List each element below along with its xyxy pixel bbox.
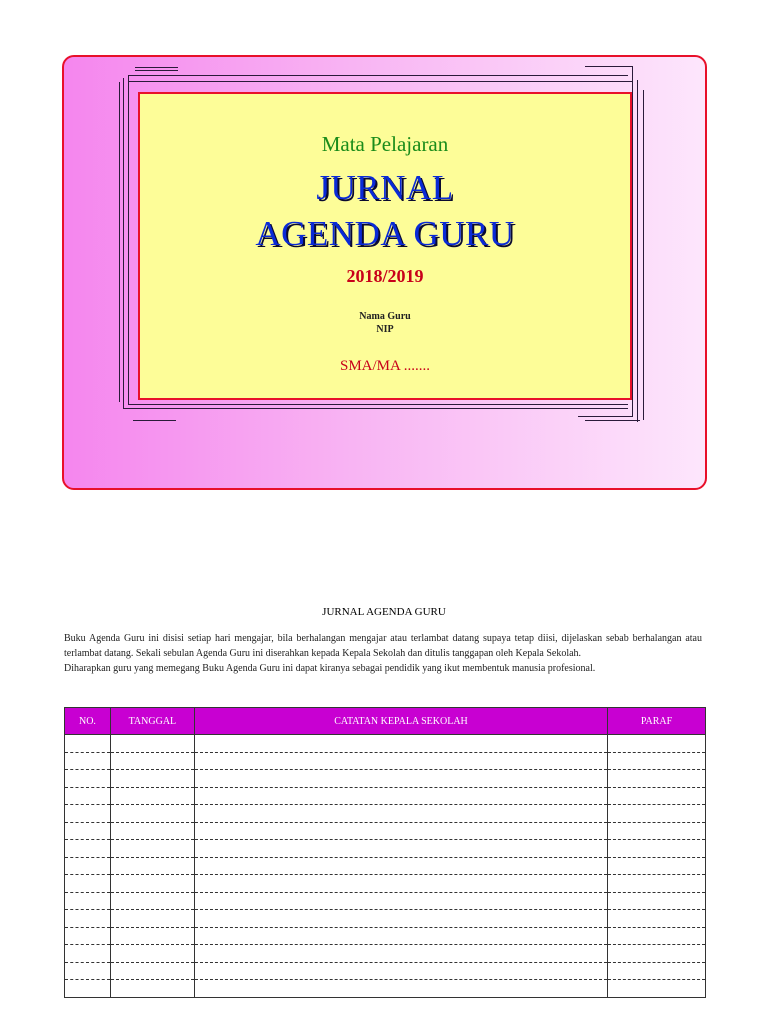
nip-label: NIP <box>376 324 394 335</box>
table-cell <box>110 962 194 980</box>
table-cell <box>65 752 111 770</box>
header-notes: CATATAN KEPALA SEKOLAH <box>194 708 607 735</box>
table-row <box>65 787 706 805</box>
table-cell <box>65 735 111 753</box>
table-cell <box>608 875 706 893</box>
table-row <box>65 752 706 770</box>
table-cell <box>194 892 607 910</box>
table-cell <box>110 980 194 998</box>
table-row <box>65 945 706 963</box>
table-row <box>65 962 706 980</box>
header-signature: PARAF <box>608 708 706 735</box>
table-cell <box>194 735 607 753</box>
table-cell <box>65 927 111 945</box>
school-name: SMA/MA ....... <box>339 358 431 374</box>
table-cell <box>110 892 194 910</box>
table-cell <box>608 910 706 928</box>
table-cell <box>65 840 111 858</box>
table-cell <box>110 875 194 893</box>
table-cell <box>194 787 607 805</box>
table-cell <box>110 752 194 770</box>
table-cell <box>194 875 607 893</box>
table-cell <box>608 770 706 788</box>
table-row <box>65 822 706 840</box>
table-cell <box>194 945 607 963</box>
table-cell <box>194 857 607 875</box>
table-cell <box>110 840 194 858</box>
table-cell <box>110 787 194 805</box>
table-cell <box>65 892 111 910</box>
table-row <box>65 892 706 910</box>
table-row <box>65 840 706 858</box>
table-header-row <box>65 708 706 735</box>
table-cell <box>608 945 706 963</box>
table-cell <box>194 962 607 980</box>
cover-title-line2: AGENDA GURU <box>255 214 515 253</box>
table-cell <box>608 822 706 840</box>
table-row <box>65 805 706 823</box>
table-row <box>65 927 706 945</box>
table-cell <box>65 962 111 980</box>
table-cell <box>65 910 111 928</box>
table-cell <box>65 805 111 823</box>
table-cell <box>608 927 706 945</box>
intro-paragraph-1: Buku Agenda Guru ini disisi setiap hari mengajar, bila berhalangan mengajar atau terlambat datang supaya tetap diisi, dijelaskan sebab berhalangan atau terlambat datang. Sekali sebulan Agenda Guru ini diserahkan kepada Kepala Sekolah dan ditulis tanggapan oleh Kepala Sekolah. <box>64 633 702 659</box>
table-cell <box>194 980 607 998</box>
table-cell <box>65 945 111 963</box>
table-row <box>65 875 706 893</box>
table-row <box>65 735 706 753</box>
agenda-table <box>64 707 706 998</box>
table-cell <box>194 840 607 858</box>
table-cell <box>110 927 194 945</box>
table-cell <box>110 910 194 928</box>
table-cell <box>608 805 706 823</box>
header-no: NO. <box>65 708 111 735</box>
table-row <box>65 910 706 928</box>
school-year: 2018/2019 <box>346 266 424 286</box>
table-cell <box>110 805 194 823</box>
table-cell <box>110 857 194 875</box>
table-cell <box>194 752 607 770</box>
table-cell <box>110 945 194 963</box>
document-title: JURNAL AGENDA GURU <box>322 606 446 618</box>
cover-title-line1: JURNAL <box>316 168 454 207</box>
table-cell <box>65 787 111 805</box>
table-cell <box>194 805 607 823</box>
table-cell <box>65 980 111 998</box>
table-cell <box>608 752 706 770</box>
table-row <box>65 857 706 875</box>
table-cell <box>608 787 706 805</box>
cover-panel <box>138 92 632 400</box>
table-body <box>65 735 706 998</box>
teacher-name-label: Nama Guru <box>359 311 411 322</box>
table-cell <box>65 857 111 875</box>
table-cell <box>194 770 607 788</box>
intro-text <box>64 631 702 676</box>
table-cell <box>608 892 706 910</box>
table-cell <box>608 840 706 858</box>
table-cell <box>608 962 706 980</box>
table-cell <box>194 910 607 928</box>
table-row <box>65 980 706 998</box>
subject-label: Mata Pelajaran <box>321 132 449 156</box>
table-cell <box>608 857 706 875</box>
table-cell <box>608 980 706 998</box>
table-cell <box>194 822 607 840</box>
table-cell <box>65 770 111 788</box>
header-date: TANGGAL <box>110 708 194 735</box>
table-cell <box>110 735 194 753</box>
table-cell <box>65 822 111 840</box>
table-cell <box>65 875 111 893</box>
table-cell <box>110 822 194 840</box>
intro-paragraph-2: Diharapkan guru yang memegang Buku Agenda Guru ini dapat kiranya sebagai pendidik yang ikut membentuk manusia profesional. <box>64 663 596 674</box>
table-row <box>65 770 706 788</box>
table-cell <box>608 735 706 753</box>
table-cell <box>194 927 607 945</box>
table-cell <box>110 770 194 788</box>
